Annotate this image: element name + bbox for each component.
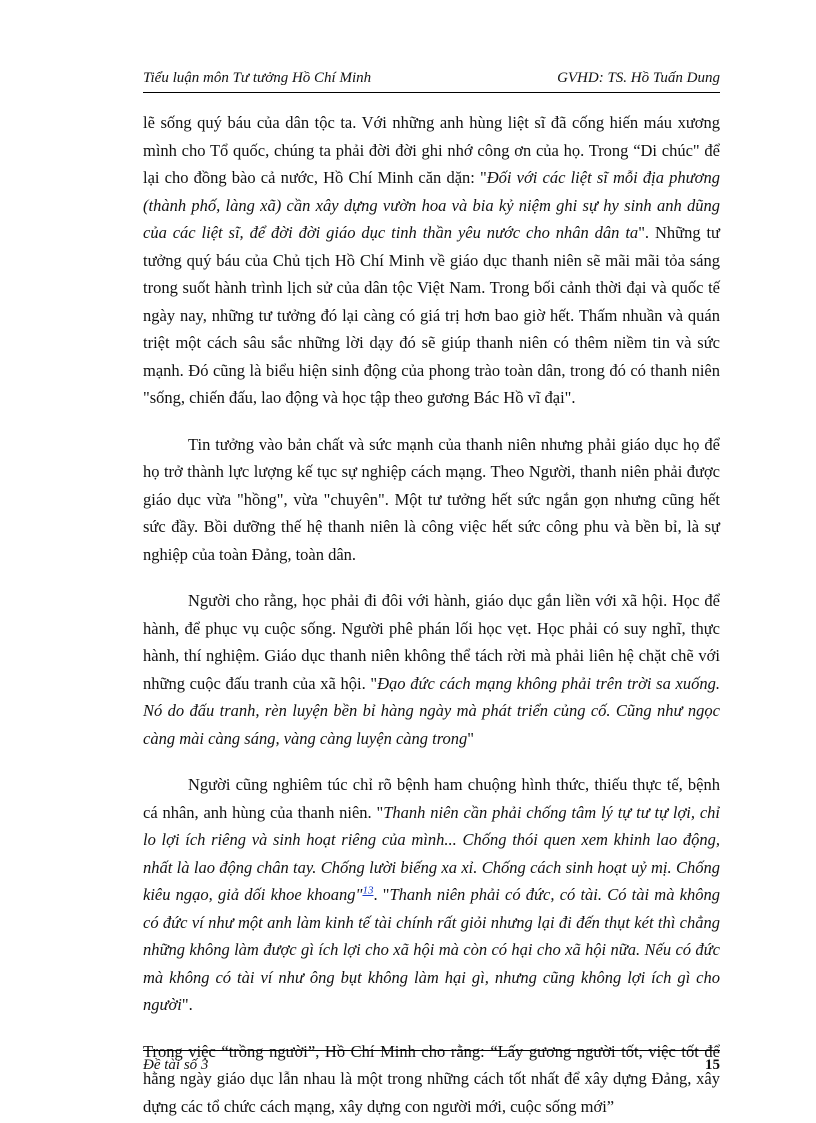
paragraph-3-quote: Đạo đức cách mạng không phải trên trời sa xuống. Nó do đấu tranh, rèn luyện bền bỉ hàng ngày mà phát triển củng cố. Cũng như ngọc càng mài càng sáng, vàng càng luyện càng trong [143,673,720,748]
page-body [143,109,720,1120]
page-number: 15 [705,1057,720,1073]
paragraph-5: Trong việc “trồng người”, Hồ Chí Minh cho rằng: “Lấy gương người tốt, việc tốt để hằng ngày giáo dục lẫn nhau là một trong những cách tốt nhất để xây dựng Đảng, xây dựng các tổ chức cách mạng, xây dựng con người mới, cuộc sống mới” [143,1041,720,1116]
footnote-link[interactable]: 13 [362,884,374,897]
paragraph-1 [143,109,720,412]
footer-topic: Đề tài số 3 [143,1057,209,1073]
paragraph-4-quote-close: " [355,885,363,904]
header-instructor: GVHD: TS. Hồ Tuấn Dung [557,70,720,86]
paragraph-4-text-b: . " [373,885,390,904]
paragraph-3-text-b: " [467,728,475,748]
paragraph-2: Tin tưởng vào bản chất và sức mạnh của thanh niên nhưng phải giáo dục họ để họ trở thành lực lượng kế tục sự nghiệp cách mạng. Theo Người, thanh niên phải được giáo dục vừa "hồng", vừa "chuyên". Một tư tưởng hết sức ngắn gọn nhưng cũng hết sức đầy. Bồi dưỡng thế hệ thanh niên là công việc hết sức công phu và bền bỉ, là sự nghiệp của toàn Đảng, toàn dân. [143,434,720,564]
paragraph-4-quote-1: Thanh niên cần phải chống tâm lý tự tư tự lợi, chỉ lo lợi ích riêng và sinh hoạt riêng của mình... Chống thói quen xem khinh lao động, nhất là lao động chân tay. Chống lười biếng xa xỉ. Chống cách sinh hoạt uỷ mị. Chống kiêu ngạo, giả dối khoe khoang [143,802,720,904]
header-course-title: Tiểu luận môn Tư tưởng Hồ Chí Minh [143,70,372,86]
paragraph-1-quote: Đối với các liệt sĩ mỗi địa phương (thành phố, làng xã) cần xây dựng vườn hoa và bia kỷ niệm ghi sự hy sinh anh dũng của các liệt sĩ, để đời đời giáo dục tinh thần yêu nước cho nhân dân ta [143,168,720,242]
page-footer [143,1050,720,1077]
paragraph-1-text-b: ". Những tư tưởng quý báu của Chủ tịch Hồ Chí Minh về giáo dục thanh niên sẽ mãi mãi tỏa sáng trong suốt hành trình lịch sử của dân tộc Việt Nam. Trong bối cảnh thời đại và quốc tế ngày nay, những tư tưởng đó lại càng có giá trị hơn bao giờ hết. Thấm nhuần và quán triệt một cách sâu sắc những lời dạy đó sẽ giúp thanh niên có thêm niềm tin và sức mạnh. Đó cũng là biểu hiện sinh động của phong trào toàn dân, trong đó có thanh niên "sống, chiến đấu, lao động và học tập theo gương Bác Hồ vĩ đại". [143,223,721,407]
paragraph-3-text-a: Người cho rằng, học phải đi đôi với hành, giáo dục gắn liền với xã hội. Học để hành, để phục vụ cuộc sống. Người phê phán lối học vẹt. Học phải có suy nghĩ, thực hành, thí nghiệm. Giáo dục thanh niên không thể tách rời mà phải liên hệ chặt chẽ với những cuộc đấu tranh của xã hội. " [143,591,720,693]
paragraph-4 [143,771,720,1019]
paragraph-1-text-a: lẽ sống quý báu của dân tộc ta. Với những anh hùng liệt sĩ đã cống hiến máu xương mình cho Tổ quốc, chúng ta phải đời đời ghi nhớ công ơn của họ. Trong “Di chúc" để lại cho đồng bào cả nước, Hồ Chí Minh căn dặn: " [143,113,720,187]
paragraph-3 [143,587,720,752]
paragraph-4-text-a: Người cũng nghiêm túc chỉ rõ bệnh ham chuộng hình thức, thiếu thực tế, bệnh cá nhân, anh hùng của thanh niên. " [143,775,720,822]
paragraph-4-quote-2: Thanh niên phải có đức, có tài. Có tài mà không có đức ví như một anh làm kinh tế tài chính rất giỏi nhưng lại đi đến thụt két thì chẳng những không làm được gì ích lợi cho xã hội mà còn có hại cho xã hội nữa. Nếu có đức mà không có tài ví như ông bụt không làm hại gì, nhưng cũng không lợi ích gì cho người [143,885,720,1014]
paragraph-4-text-c: ". [181,995,193,1014]
page-header [143,66,720,93]
